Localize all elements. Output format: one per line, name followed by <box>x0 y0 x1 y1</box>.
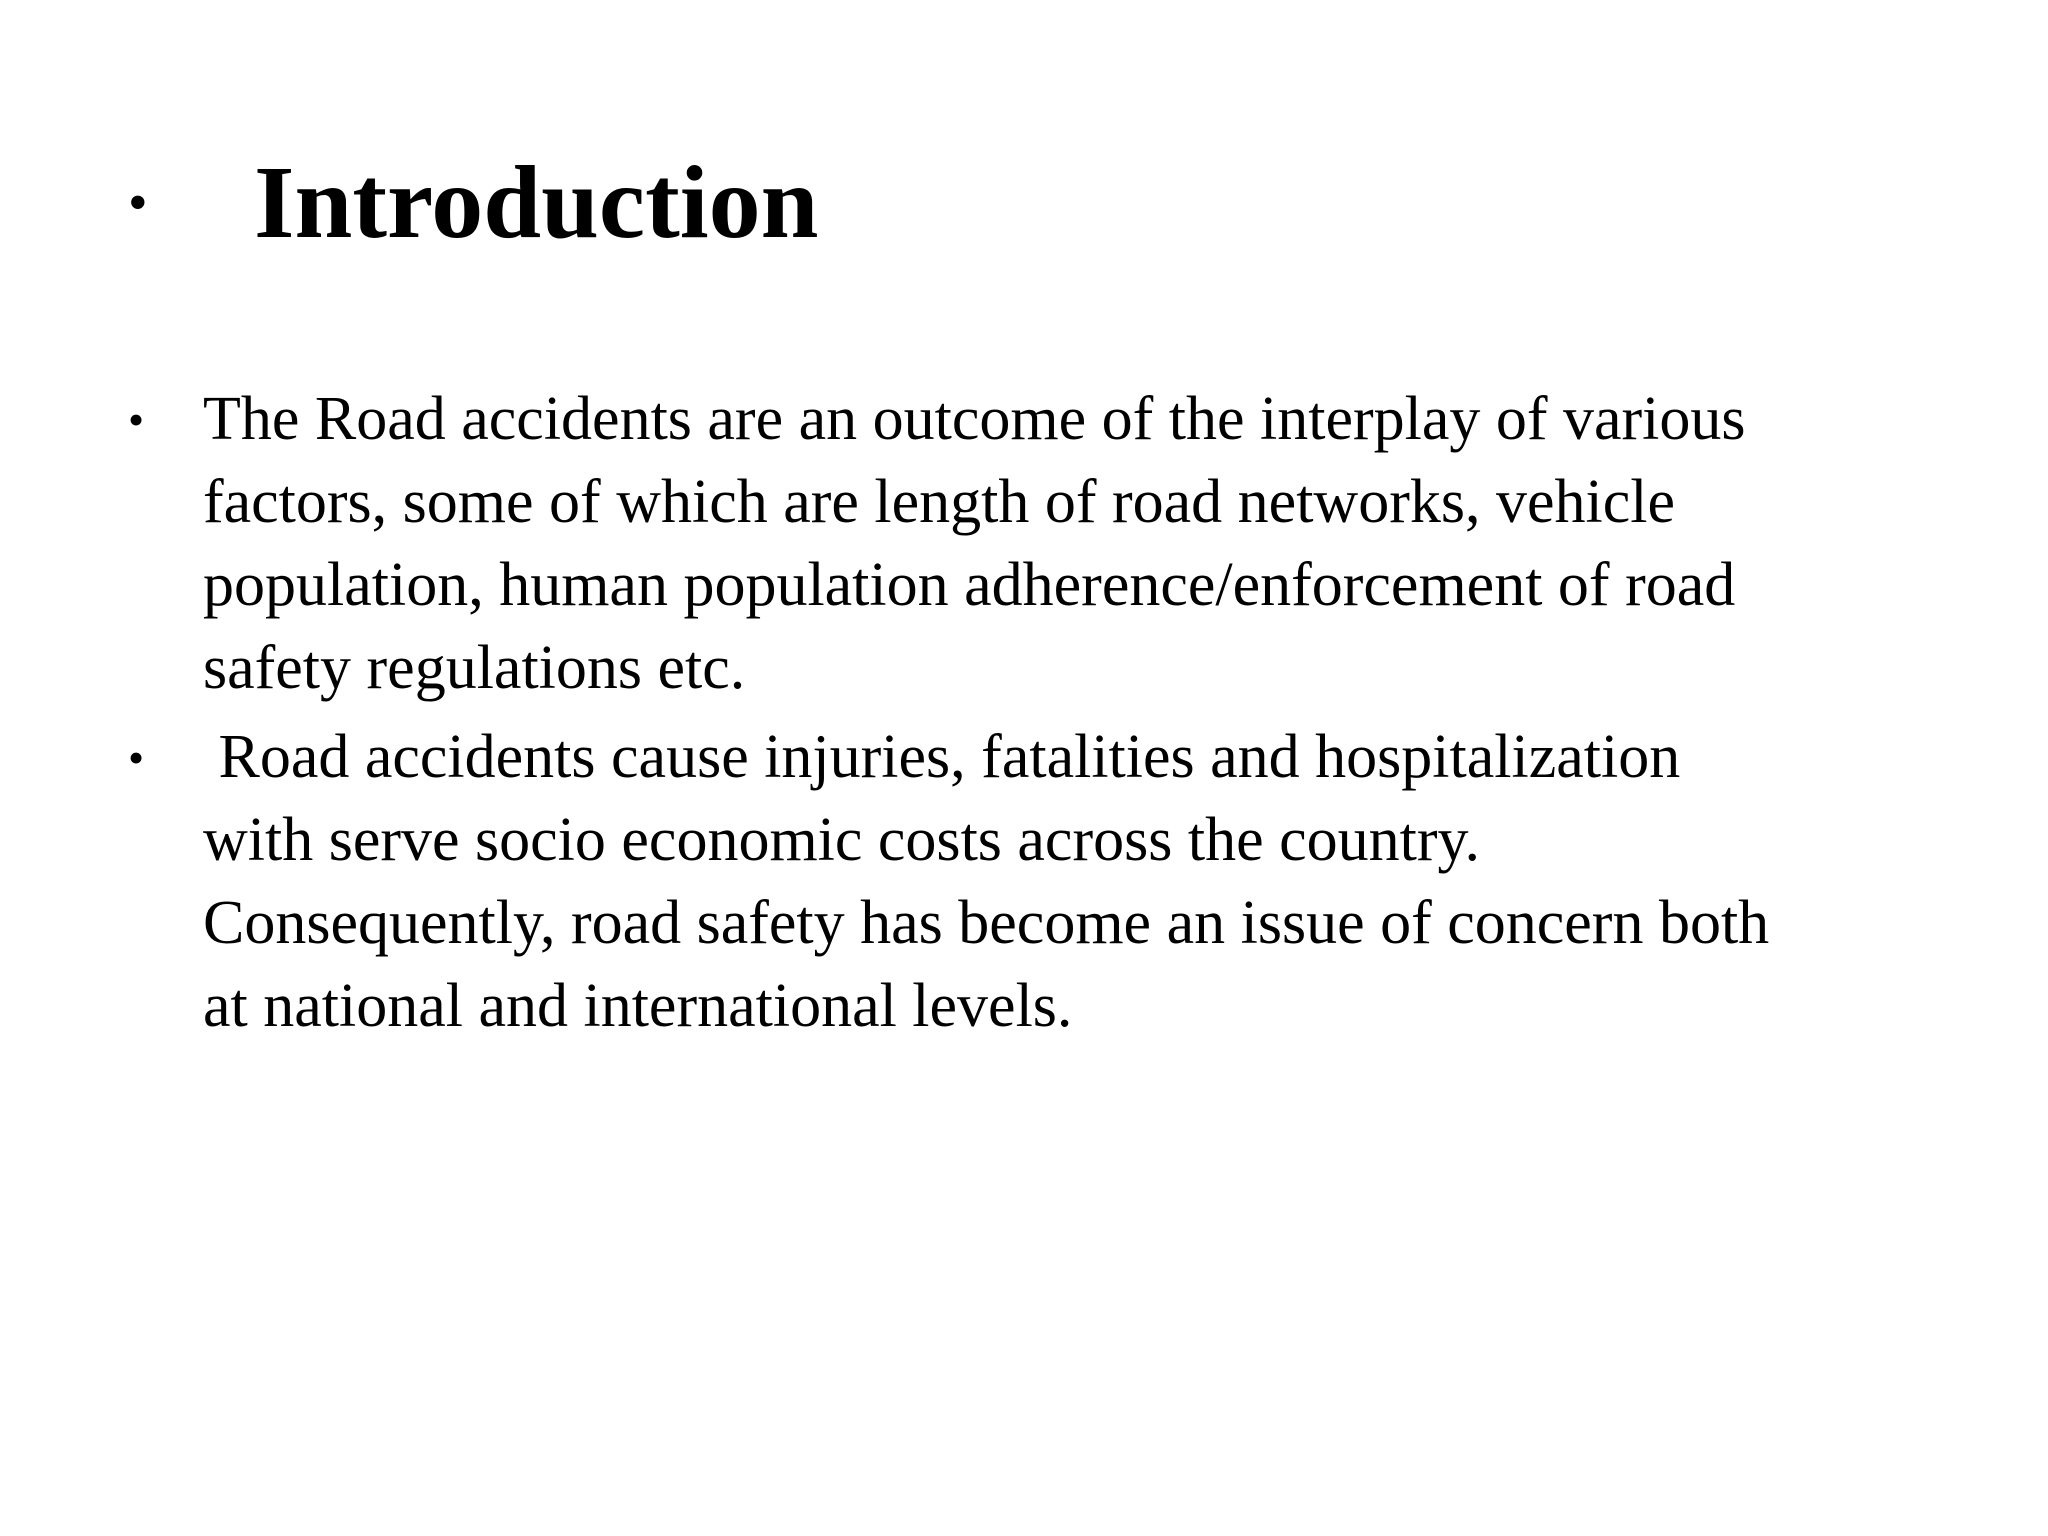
bullet-icon: • <box>128 732 145 783</box>
bullet-item-road-accidents-factors <box>128 378 2008 710</box>
bullet-line: Road accidents cause injuries, fatalities and hospitalization <box>203 723 1681 791</box>
slide-title <box>128 138 818 268</box>
bullet-line: factors, some of which are length of road networks, vehicle <box>203 468 1675 536</box>
bullet-line: with serve socio economic costs across the country. <box>203 806 1480 874</box>
bullet-line: at national and international levels. <box>203 972 1073 1040</box>
bullet-line: Consequently, road safety has become an issue of concern both <box>203 889 1770 957</box>
bullet-line: population, human population adherence/enforcement of road <box>203 551 1736 619</box>
title-text: Introduction <box>254 145 819 260</box>
bullet-item-road-accident-costs <box>128 716 2008 1048</box>
bullet-line: The Road accidents are an outcome of the interplay of various <box>203 385 1746 453</box>
bullet-line: safety regulations etc. <box>203 634 746 702</box>
bullet-list <box>128 378 2008 1054</box>
title-bullet-icon: • <box>128 172 148 234</box>
bullet-icon: • <box>128 394 145 445</box>
